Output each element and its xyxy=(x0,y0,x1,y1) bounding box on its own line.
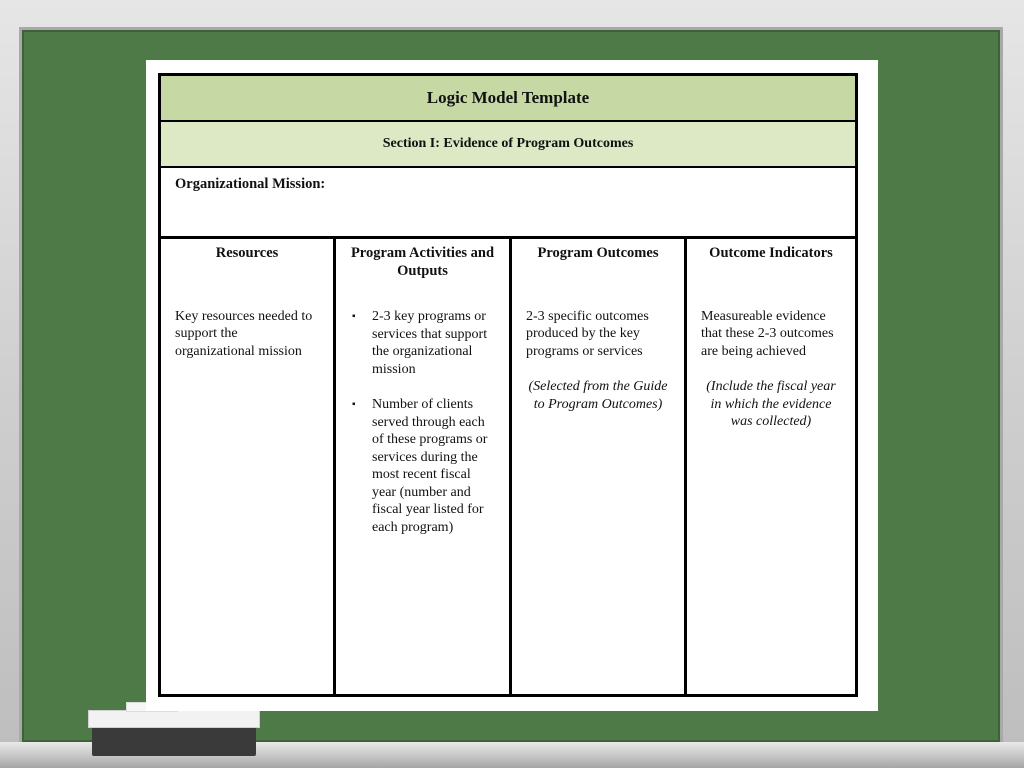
section-heading xyxy=(161,122,855,168)
column-note: (Include the fiscal year in which the evidence was collected) xyxy=(706,379,836,429)
bullet-icon: ▪ xyxy=(352,311,356,322)
document-sheet xyxy=(146,60,878,711)
document-title-text: Logic Model Template xyxy=(426,88,590,107)
eraser-felt xyxy=(92,724,256,756)
column-text: Measureable evidence that these 2-3 outcomes are being achieved xyxy=(701,308,834,359)
logic-model-table xyxy=(158,73,858,697)
eraser xyxy=(88,710,260,728)
column-header: Program Activities and Outputs xyxy=(350,245,495,279)
list-item-text: Number of clients served through each of these programs or services during the most recent fiscal year (number and fiscal year listed for each program) xyxy=(372,397,488,535)
column-indicators xyxy=(687,239,855,697)
column-header: Program Outcomes xyxy=(537,245,659,261)
column-resources xyxy=(161,239,336,697)
column-activities xyxy=(336,239,512,697)
column-header: Resources xyxy=(215,245,279,261)
column-text: Key resources needed to support the organizational mission xyxy=(175,308,313,359)
column-header: Outcome Indicators xyxy=(709,245,833,261)
column-note: (Selected from the Guide to Program Outcomes) xyxy=(528,379,668,412)
column-outcomes xyxy=(512,239,687,697)
list-item xyxy=(350,396,495,536)
column-text: 2-3 specific outcomes produced by the key programs or services xyxy=(526,308,649,359)
bullet-list xyxy=(350,308,495,536)
list-item xyxy=(350,308,495,378)
mission-label: Organizational Mission: xyxy=(175,176,326,192)
columns-row xyxy=(161,239,855,697)
section-heading-text: Section I: Evidence of Program Outcomes xyxy=(382,136,634,151)
document-title xyxy=(161,76,855,122)
list-item-text: 2-3 key programs or services that support the organizational mission xyxy=(372,309,488,377)
bullet-icon: ▪ xyxy=(352,399,356,410)
mission-field xyxy=(161,168,855,239)
